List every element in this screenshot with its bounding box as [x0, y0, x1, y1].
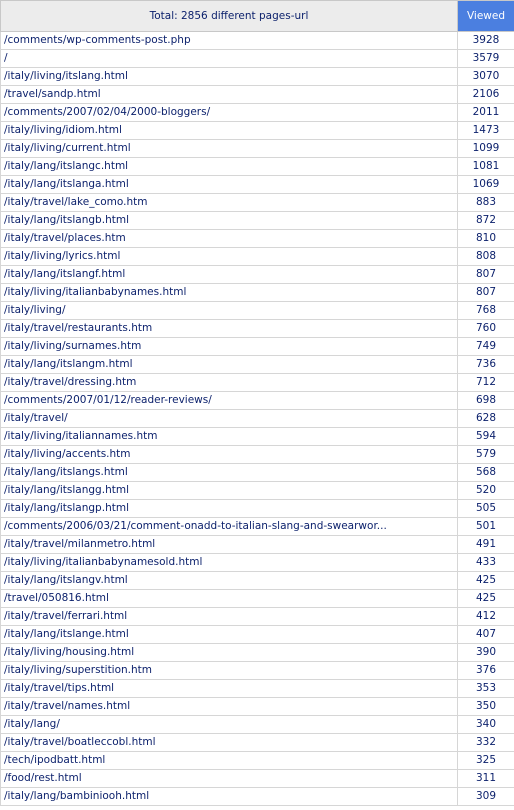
table-row: [1, 356, 514, 374]
page-url-cell[interactable]: /italy/travel/names.html: [1, 698, 458, 716]
page-url-cell[interactable]: /italy/living/idiom.html: [1, 122, 458, 140]
page-url-cell[interactable]: /tech/ipodbatt.html: [1, 752, 458, 770]
page-url-cell[interactable]: /italy/living/: [1, 302, 458, 320]
page-url-cell[interactable]: /italy/travel/lake_como.htm: [1, 194, 458, 212]
total-pages-header: Total: 2856 different pages-url: [1, 1, 458, 32]
page-url-cell[interactable]: /italy/lang/itslangp.html: [1, 500, 458, 518]
page-url-cell[interactable]: /italy/living/superstition.htm: [1, 662, 458, 680]
table-row: [1, 410, 514, 428]
page-url-cell[interactable]: /italy/lang/itslangc.html: [1, 158, 458, 176]
table-row: [1, 698, 514, 716]
page-url-cell[interactable]: /italy/travel/places.htm: [1, 230, 458, 248]
viewed-count-cell: 433: [458, 554, 514, 572]
table-row: [1, 752, 514, 770]
viewed-count-cell: 2106: [458, 86, 514, 104]
table-body: [1, 32, 514, 806]
table-row: [1, 212, 514, 230]
table-row: [1, 662, 514, 680]
page-url-cell[interactable]: /italy/living/italianbabynamesold.html: [1, 554, 458, 572]
viewed-column-header[interactable]: Viewed: [458, 1, 514, 32]
viewed-count-cell: 325: [458, 752, 514, 770]
page-url-cell[interactable]: /italy/lang/itslangv.html: [1, 572, 458, 590]
table-row: [1, 482, 514, 500]
table-row: [1, 86, 514, 104]
viewed-count-cell: 390: [458, 644, 514, 662]
table-row: [1, 572, 514, 590]
page-url-cell[interactable]: /: [1, 50, 458, 68]
page-url-cell[interactable]: /italy/travel/: [1, 410, 458, 428]
page-url-cell[interactable]: /italy/travel/milanmetro.html: [1, 536, 458, 554]
table-row: [1, 176, 514, 194]
table-row: [1, 770, 514, 788]
table-row: [1, 320, 514, 338]
table-row: [1, 428, 514, 446]
page-url-cell[interactable]: /italy/living/lyrics.html: [1, 248, 458, 266]
table-row: [1, 464, 514, 482]
viewed-count-cell: 311: [458, 770, 514, 788]
viewed-count-cell: 807: [458, 266, 514, 284]
page-url-cell[interactable]: /italy/living/italiannames.htm: [1, 428, 458, 446]
page-url-cell[interactable]: /comments/2006/03/21/comment-onadd-to-italian-slang-and-swearwor...: [1, 518, 458, 536]
page-url-cell[interactable]: /italy/lang/itslangb.html: [1, 212, 458, 230]
table-row: [1, 284, 514, 302]
page-url-cell[interactable]: /italy/travel/ferrari.html: [1, 608, 458, 626]
table-row: [1, 122, 514, 140]
viewed-count-cell: 350: [458, 698, 514, 716]
viewed-count-cell: 1069: [458, 176, 514, 194]
viewed-count-cell: 3928: [458, 32, 514, 50]
page-url-cell[interactable]: /italy/lang/itslange.html: [1, 626, 458, 644]
viewed-count-cell: 340: [458, 716, 514, 734]
page-url-cell[interactable]: /italy/lang/: [1, 716, 458, 734]
table-row: [1, 392, 514, 410]
page-url-cell[interactable]: /comments/2007/02/04/2000-bloggers/: [1, 104, 458, 122]
table-row: [1, 104, 514, 122]
table-row: [1, 626, 514, 644]
page-url-cell[interactable]: /italy/living/italianbabynames.html: [1, 284, 458, 302]
page-url-cell[interactable]: /comments/wp-comments-post.php: [1, 32, 458, 50]
viewed-count-cell: 3070: [458, 68, 514, 86]
table-row: [1, 338, 514, 356]
page-url-cell[interactable]: /italy/lang/itslanga.html: [1, 176, 458, 194]
table-row: [1, 158, 514, 176]
viewed-count-cell: 807: [458, 284, 514, 302]
table-row: [1, 518, 514, 536]
table-row: [1, 554, 514, 572]
table-row: [1, 788, 514, 806]
page-url-cell[interactable]: /italy/lang/itslangg.html: [1, 482, 458, 500]
viewed-count-cell: 579: [458, 446, 514, 464]
table-row: [1, 302, 514, 320]
viewed-count-cell: 712: [458, 374, 514, 392]
page-url-cell[interactable]: /italy/living/surnames.htm: [1, 338, 458, 356]
viewed-count-cell: 810: [458, 230, 514, 248]
viewed-count-cell: 3579: [458, 50, 514, 68]
page-url-cell[interactable]: /italy/living/housing.html: [1, 644, 458, 662]
viewed-count-cell: 376: [458, 662, 514, 680]
viewed-count-cell: 1081: [458, 158, 514, 176]
page-url-cell[interactable]: /italy/lang/itslangm.html: [1, 356, 458, 374]
page-url-cell[interactable]: /italy/living/accents.htm: [1, 446, 458, 464]
viewed-count-cell: 505: [458, 500, 514, 518]
page-url-cell[interactable]: /italy/lang/itslangs.html: [1, 464, 458, 482]
table-row: [1, 248, 514, 266]
viewed-count-cell: 594: [458, 428, 514, 446]
table-row: [1, 50, 514, 68]
table-row: [1, 194, 514, 212]
table-row: [1, 140, 514, 158]
table-row: [1, 680, 514, 698]
viewed-count-cell: 760: [458, 320, 514, 338]
table-row: [1, 446, 514, 464]
table-row: [1, 68, 514, 86]
table-header-row: [1, 1, 514, 32]
table-row: [1, 500, 514, 518]
viewed-count-cell: 768: [458, 302, 514, 320]
viewed-count-cell: 412: [458, 608, 514, 626]
table-row: [1, 644, 514, 662]
table-row: [1, 608, 514, 626]
page-url-cell[interactable]: /italy/living/current.html: [1, 140, 458, 158]
viewed-count-cell: 425: [458, 572, 514, 590]
page-url-cell[interactable]: /italy/travel/tips.html: [1, 680, 458, 698]
viewed-count-cell: 1099: [458, 140, 514, 158]
table-row: [1, 266, 514, 284]
page-url-cell[interactable]: /italy/travel/restaurants.htm: [1, 320, 458, 338]
table-row: [1, 374, 514, 392]
viewed-count-cell: 872: [458, 212, 514, 230]
viewed-count-cell: 425: [458, 590, 514, 608]
page-url-cell[interactable]: /travel/sandp.html: [1, 86, 458, 104]
viewed-count-cell: 628: [458, 410, 514, 428]
viewed-count-cell: 698: [458, 392, 514, 410]
table-row: [1, 734, 514, 752]
table-row: [1, 32, 514, 50]
table-row: [1, 590, 514, 608]
viewed-count-cell: 309: [458, 788, 514, 806]
page-url-cell[interactable]: /food/rest.html: [1, 770, 458, 788]
page-url-cell[interactable]: /italy/lang/bambiniooh.html: [1, 788, 458, 806]
viewed-count-cell: 749: [458, 338, 514, 356]
viewed-count-cell: 2011: [458, 104, 514, 122]
viewed-count-cell: 353: [458, 680, 514, 698]
viewed-count-cell: 883: [458, 194, 514, 212]
viewed-count-cell: 520: [458, 482, 514, 500]
page-url-cell[interactable]: /italy/travel/boatleccobl.html: [1, 734, 458, 752]
page-url-cell[interactable]: /italy/lang/itslangf.html: [1, 266, 458, 284]
page-url-cell[interactable]: /italy/living/itslang.html: [1, 68, 458, 86]
viewed-count-cell: 491: [458, 536, 514, 554]
viewed-count-cell: 808: [458, 248, 514, 266]
viewed-count-cell: 1473: [458, 122, 514, 140]
viewed-count-cell: 568: [458, 464, 514, 482]
viewed-count-cell: 736: [458, 356, 514, 374]
page-url-cell[interactable]: /italy/travel/dressing.htm: [1, 374, 458, 392]
table-row: [1, 536, 514, 554]
viewed-count-cell: 501: [458, 518, 514, 536]
page-url-cell[interactable]: /comments/2007/01/12/reader-reviews/: [1, 392, 458, 410]
page-url-cell[interactable]: /travel/050816.html: [1, 590, 458, 608]
viewed-count-cell: 332: [458, 734, 514, 752]
viewed-count-cell: 407: [458, 626, 514, 644]
table-row: [1, 716, 514, 734]
table-row: [1, 230, 514, 248]
